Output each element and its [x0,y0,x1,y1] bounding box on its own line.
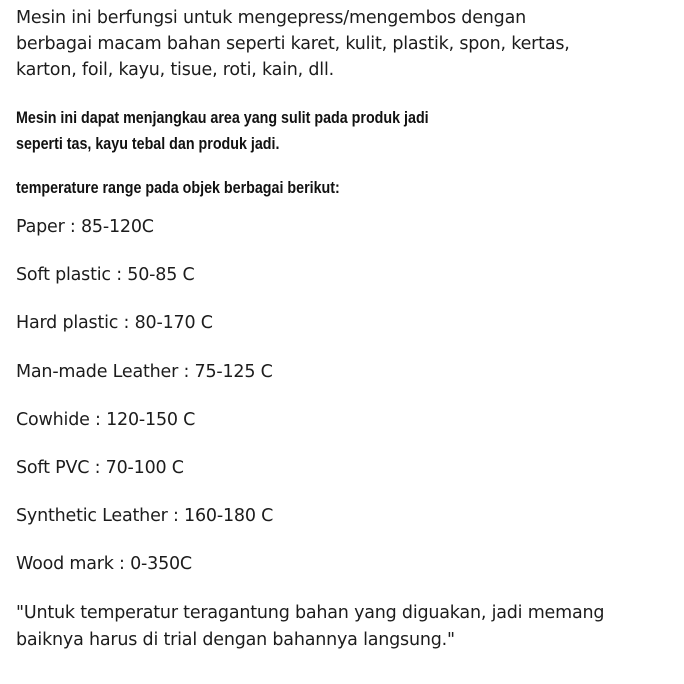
capability-line-2: seperti tas, kayu tebal dan produk jadi. [16,134,280,153]
note-line-1: "Untuk temperatur teragantung bahan yang diguakan, jadi memang [16,602,605,623]
range-soft-plastic: Soft plastic : 50-85 C [16,265,195,286]
intro-line-2: berbagai macam bahan seperti karet, kulit, plastik, spon, kertas, [16,34,570,54]
intro-line-3: karton, foil, kayu, tisue, roti, kain, dll. [16,60,334,80]
range-soft-pvc: Soft PVC : 70-100 C [16,457,184,478]
range-hard-plastic: Hard plastic : 80-170 C [16,313,213,334]
range-synthetic-leather: Synthetic Leather : 160-180 C [16,506,274,527]
intro-line-1: Mesin ini berfungsi untuk mengepress/mengembos dengan [16,8,526,28]
range-paper: Paper : 85-120C [16,217,154,237]
intro-paragraph [16,0,676,83]
range-cowhide: Cowhide : 120-150 C [16,409,196,430]
range-man-made-leather: Man-made Leather : 75-125 C [16,361,273,382]
range-wood-mark: Wood mark : 0-350C [16,554,192,575]
note-line-2: baiknya harus di trial dengan bahannya langsung." [16,629,455,650]
product-description [16,0,676,654]
capability-line-1: Mesin ini dapat menjangkau area yang sulit pada produk jadi [16,108,429,127]
temperature-list [16,214,676,600]
temperature-list-wrapper [16,201,676,600]
trial-note [16,600,676,654]
capability-paragraph [16,83,671,157]
temperature-heading: temperature range pada objek berbagai berikut: [16,178,340,197]
